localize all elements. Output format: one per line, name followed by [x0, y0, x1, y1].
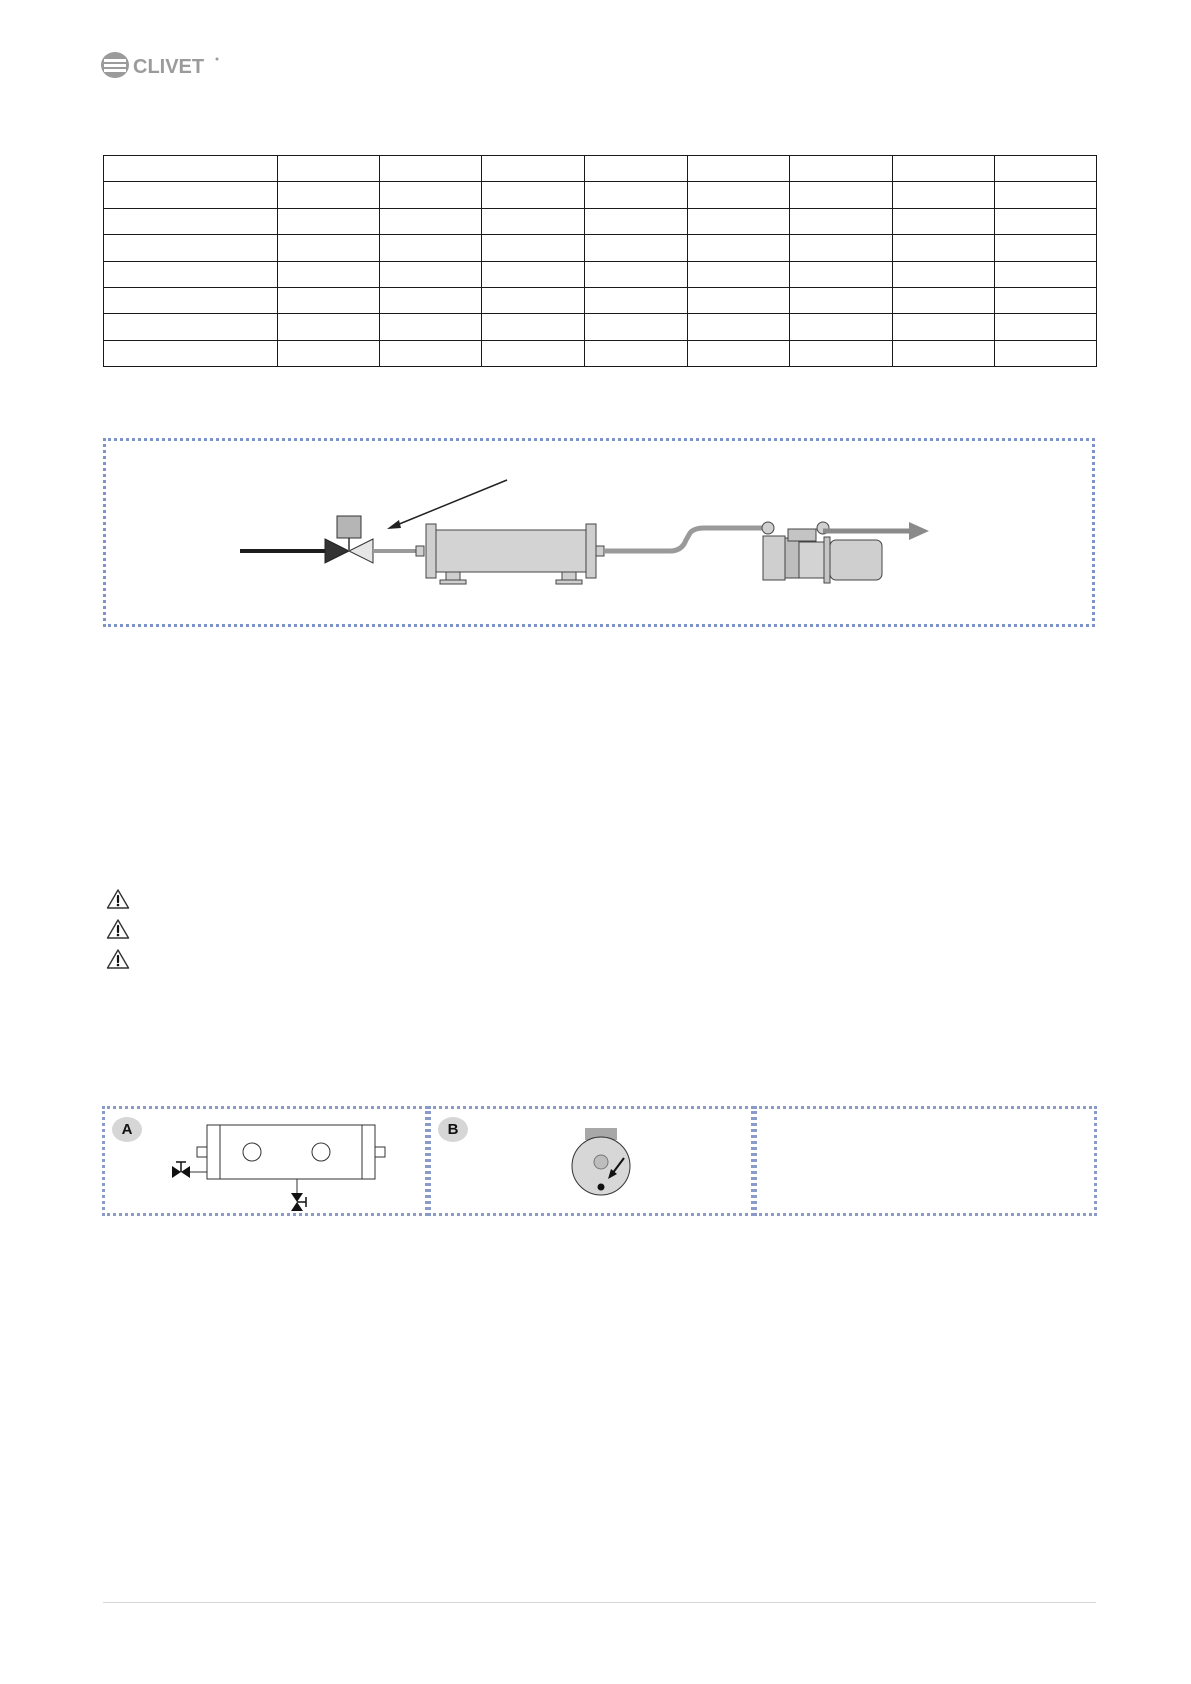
drain-valve-icon: [291, 1179, 306, 1211]
panel-a-exchanger: [197, 1125, 385, 1179]
brand-text: CLIVET: [133, 56, 205, 78]
vent-valve-icon: [172, 1162, 207, 1178]
panel-b-badge: B: [438, 1117, 468, 1142]
panel-a-badge: A: [112, 1117, 142, 1142]
panel-b-pump: [572, 1128, 630, 1195]
footer-divider: [103, 1602, 1096, 1603]
